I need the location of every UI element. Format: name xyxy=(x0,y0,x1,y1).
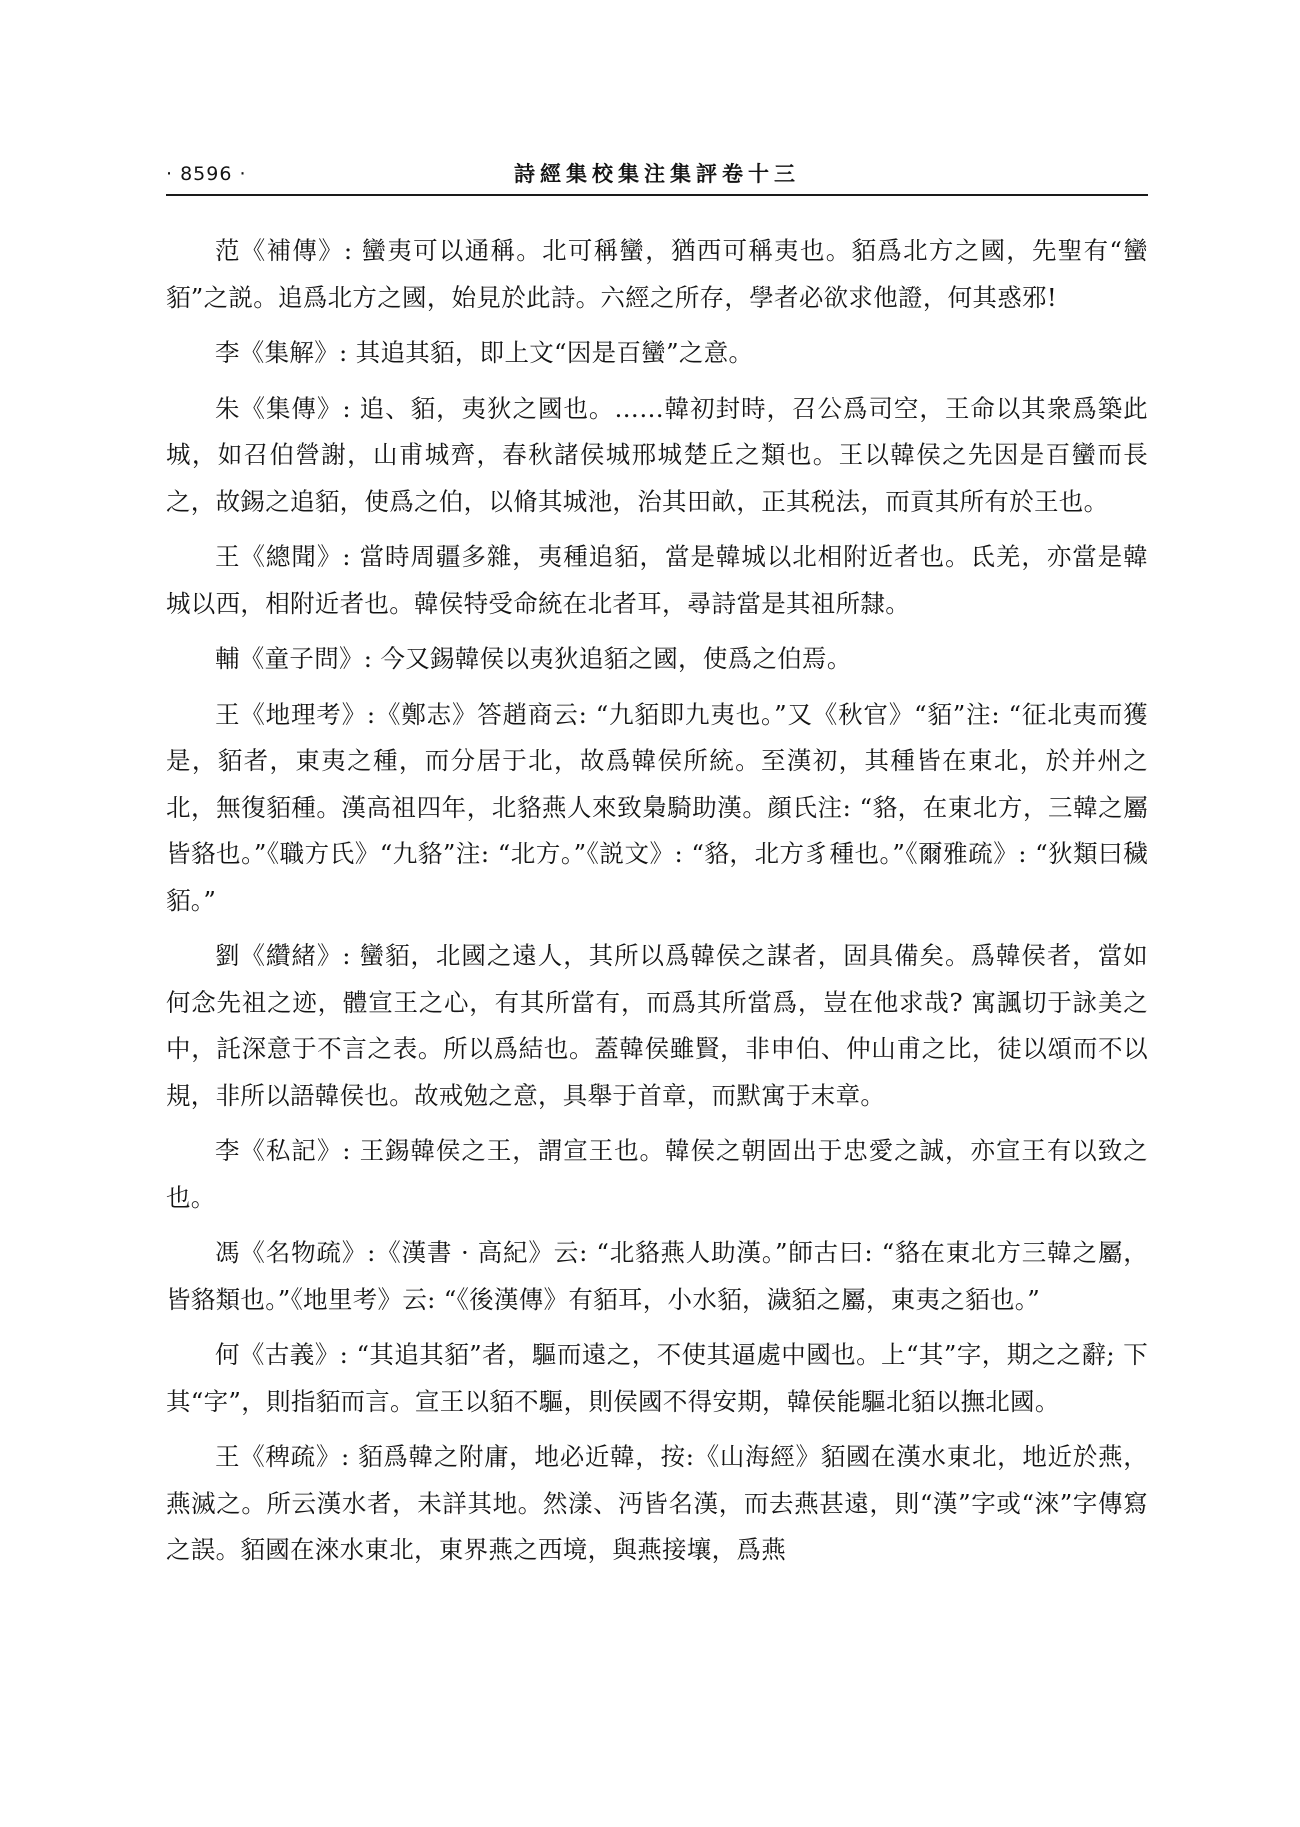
running-header xyxy=(166,160,1148,196)
commentary-paragraph: 輔《童子問》: 今又錫韓侯以夷狄追貊之國，使爲之伯焉。 xyxy=(215,644,852,673)
commentary-paragraph: 朱《集傳》: 追、貊，夷狄之國也。……韓初封時，召公爲司空，王命以其衆爲築此城，如召伯營謝，山甫城齊，春秋諸侯城邢城楚丘之類也。王以韓侯之先因是百蠻而長之，故錫之追貊，使爲之伯，以脩其城池，治其田畝，正其税法，而貢其所有於王也。 xyxy=(166,393,1148,516)
body-text xyxy=(166,228,1148,1583)
header-rule xyxy=(166,194,1148,196)
commentary-paragraph: 何《古義》: “其追其貊”者，驅而遠之，不使其逼處中國也。上“其”字，期之之辭; 下其“字”，則指貊而言。宣王以貊不驅，則侯國不得安期，韓侯能驅北貊以撫北國。 xyxy=(166,1340,1148,1416)
commentary-paragraph: 王《總聞》: 當時周疆多雜，夷種追貊，當是韓城以北相附近者也。氐羌，亦當是韓城以西，相附近者也。韓侯特受命統在北者耳，尋詩當是其祖所隸。 xyxy=(166,542,1148,618)
commentary-paragraph: 劉《纘緒》: 蠻貊，北國之遠人，其所以爲韓侯之謀者，固具備矣。爲韓侯者，當如何念先祖之迹，體宣王之心，有其所當有，而爲其所當爲，豈在他求哉? 寓諷切于詠美之中，託深意于不言之表。所以爲結也。蓋韓侯雖賢，非申伯、仲山甫之比，徒以頌而不以規，非所以語韓侯也。故戒勉之意，具舉于首章，而默寓于末章。 xyxy=(166,941,1148,1110)
commentary-paragraph: 馮《名物疏》:《漢書 · 高紀》云: “北貉燕人助漢。”師古曰: “貉在東北方三韓之屬，皆貉類也。”《地里考》云: “《後漢傳》有貊耳，小水貊，濊貊之屬，東夷之貊也。” xyxy=(166,1238,1148,1314)
commentary-paragraph: 范《補傳》: 蠻夷可以通稱。北可稱蠻，猶西可稱夷也。貊爲北方之國，先聖有“蠻貊”之説。追爲北方之國，始見於此詩。六經之所存，學者必欲求他證，何其惑邪! xyxy=(166,236,1148,312)
commentary-paragraph: 王《稗疏》: 貊爲韓之附庸，地必近韓，按:《山海經》貊國在漢水東北，地近於燕，燕滅之。所云漢水者，未詳其地。然漾、沔皆名漢，而去燕甚遠，則“漢”字或“淶”字傳寫之誤。貊國在淶水東北，東界燕之西境，與燕接壤，爲燕 xyxy=(166,1442,1148,1564)
commentary-paragraph: 王《地理考》:《鄭志》答趙商云: “九貊即九夷也。”又《秋官》“貊”注: “征北夷而獲是，貊者，東夷之種，而分居于北，故爲韓侯所統。至漢初，其種皆在東北，於并州之北，無復貊種。漢高祖四年，北貉燕人來致梟騎助漢。顔氏注: “貉，在東北方，三韓之屬皆貉也。”《職方氏》“九貉”注: “北方。”《説文》: “貉，北方豸種也。”《爾雅疏》: “狄類曰穢貊。” xyxy=(166,699,1148,915)
commentary-paragraph: 李《集解》: 其追其貊，即上文“因是百蠻”之意。 xyxy=(215,338,754,367)
page-number: · 8596 · xyxy=(166,163,247,185)
commentary-paragraph: 李《私記》: 王錫韓侯之王，謂宣王也。韓侯之朝固出于忠愛之誠，亦宣王有以致之也。 xyxy=(166,1136,1148,1212)
running-title: 詩經集校集注集評卷十三 xyxy=(514,161,800,186)
